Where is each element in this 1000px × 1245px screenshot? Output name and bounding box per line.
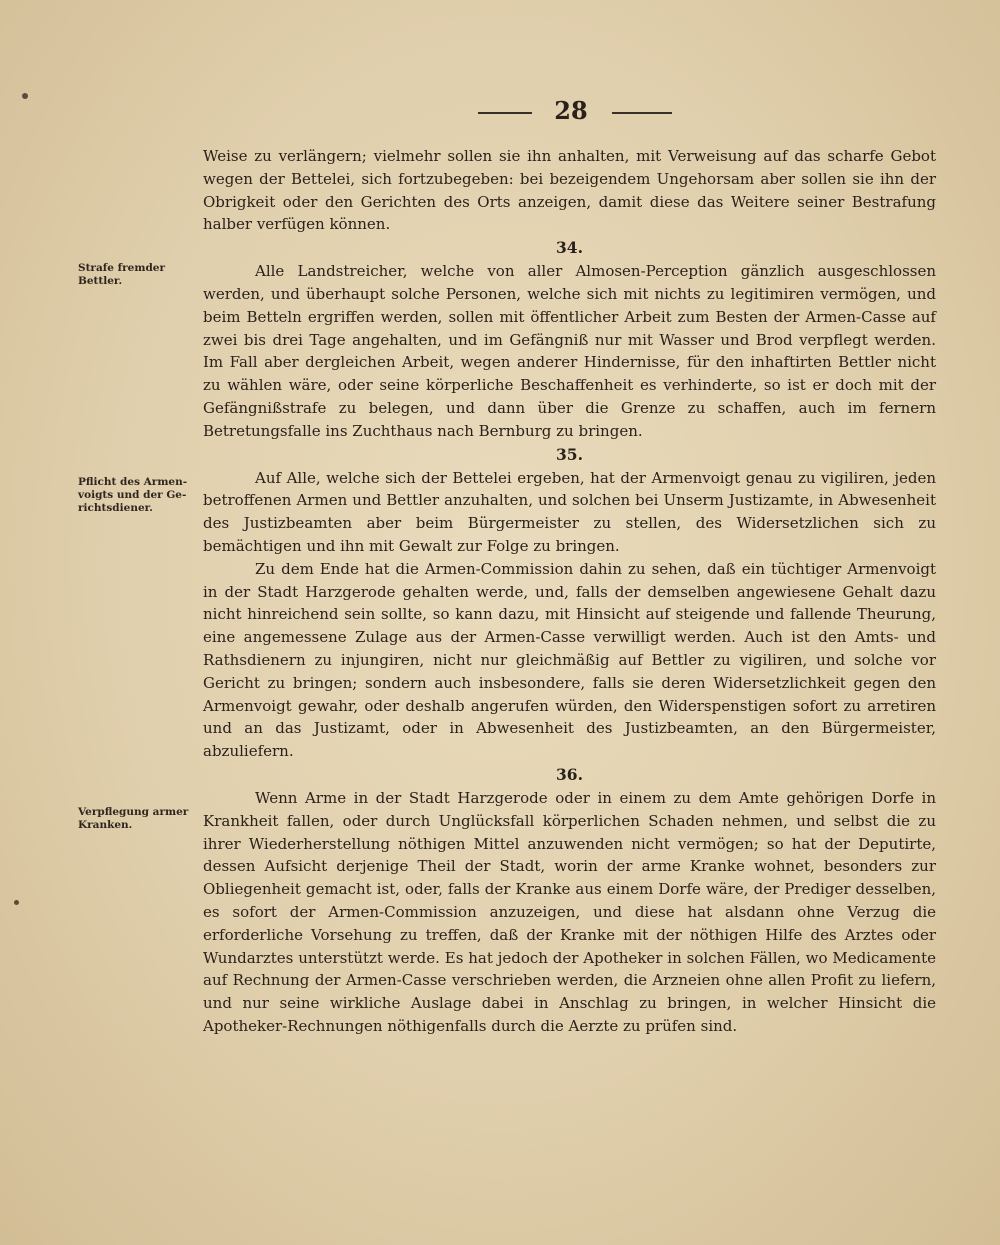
- paragraph-35a: Auf Alle, welche sich der Bettelei ergeben, hat der Armenvoigt genau zu vigiliren, jeden betroffenen Armen und Bettler anzuhalten, und solchen bei Unserm Justizamte, in Abwesenheit des Justizbeamten aber beim Bürgermeister zu stellen, des Widersetzlichen sich zu bemächtigen und ihn mit Gewalt zur Folge zu bringen.: [203, 468, 936, 555]
- margin-note-pflicht: Pflicht des Armen- voigts und der Ge- richtsdiener.: [78, 476, 188, 514]
- body-text: [203, 145, 936, 1038]
- header-rule-left: [478, 112, 532, 114]
- paragraph-36: Wenn Arme in der Stadt Harzgerode oder in einem zu dem Amte gehörigen Dorfe in Krankheit fallen, oder durch Unglücksfall körperlichen Schaden nehmen, und selbst die zu ihrer Wiederherstellung nöthigen Mittel anzuwenden nicht vermögen; so hat der Deputirte, dessen Aufsicht derjenige Theil der Stadt, worin der arme Kranke wohnet, besonders zur Obliegenheit gemacht ist, oder, falls der Kranke aus einem Dorfe wäre, der Prediger desselben, es sofort der Armen-Commission anzuzeigen, und diese hat alsdann ohne Verzug die erforderliche Vorsehung zu treffen, daß der Kranke mit der nöthigen Hilfe des Arztes oder Wundarztes unterstützt werde. Es hat jedoch der Apotheker in solchen Fällen, wo Medicamente auf Rechnung der Armen-Casse verschrieben werden, die Arzneien ohne allen Profit zu liefern, und nur seine wirkliche Auslage dabei in Anschlag zu bringen, in welcher Hinsicht die Apotheker-Rechnungen nöthigenfalls durch die Aerzte zu prüfen sind.: [203, 788, 936, 1035]
- paragraph-34: Alle Landstreicher, welche von aller Almosen-Perception gänzlich ausgeschlossen werden, und überhaupt solche Personen, welche sich mit nichts zu legitimiren vermögen, und beim Betteln ergriffen werden, sollen mit öffentlicher Arbeit zum Besten der Armen-Casse auf zwei bis drei Tage angehalten, und im Gefängniß nur mit Wasser und Brod verpflegt werden. Im Fall aber dergleichen Arbeit, wegen anderer Hindernisse, für den inhaftirten Bettler nicht zu wählen wäre, oder seine körperliche Beschaffenheit es verhinderte, so ist er doch mit der Gefängnißstrafe zu belegen, und dann über die Grenze zu schaffen, auch im fernern Betretungsfalle ins Zuchthaus nach Bernburg zu bringen.: [203, 262, 936, 440]
- paragraph-35b: Zu dem Ende hat die Armen-Commission dahin zu sehen, daß ein tüchtiger Armenvoigt in der Stadt Harzgerode gehalten werde, und, falls der demselben angewiesene Gehalt dazu nicht hinreichend sein sollte, so kann dazu, mit Hinsicht auf steigende und fallende Theurung, eine angemessene Zulage aus der Armen-Casse verwilligt werden. Auch ist den Amts- und Rathsdienern zu injungiren, nicht nur gleichmäßig auf Bettler zu vigiliren, und solche vor Gericht zu bringen; sondern auch insbesondere, falls sie deren Widersetzlichkeit gegen den Armenvoigt gewahr, oder deshalb angerufen würden, den Widerspenstigen sofort zu arretiren und an das Justizamt, oder in Abwesenheit des Justizbeamten, an den Bürgermeister, abzuliefern.: [203, 559, 936, 761]
- section-number-35: 35.: [556, 444, 583, 464]
- page-number: 28: [554, 96, 588, 125]
- header-rule-right: [612, 112, 672, 114]
- page-header: [0, 96, 1000, 126]
- paper-speck: [14, 900, 19, 905]
- margin-note-strafe: Strafe fremder Bettler.: [78, 262, 166, 287]
- section-number-36: 36.: [556, 764, 583, 784]
- margin-note-verpflegung: Verpflegung armer Kranken.: [78, 806, 189, 831]
- paragraph-continuation: Weise zu verlängern; vielmehr sollen sie ihn anhalten, mit Verweisung auf das scharfe Gebot wegen der Bettelei, sich fortzubegeben: bei bezeigendem Ungehorsam aber sollen sie ihn der Obrigkeit oder den Gerichten des Orts anzeigen, damit diese das Weitere seiner Bestrafung halber verfügen können.: [203, 147, 936, 234]
- section-number-34: 34.: [556, 238, 583, 258]
- paper-speck: [22, 93, 28, 99]
